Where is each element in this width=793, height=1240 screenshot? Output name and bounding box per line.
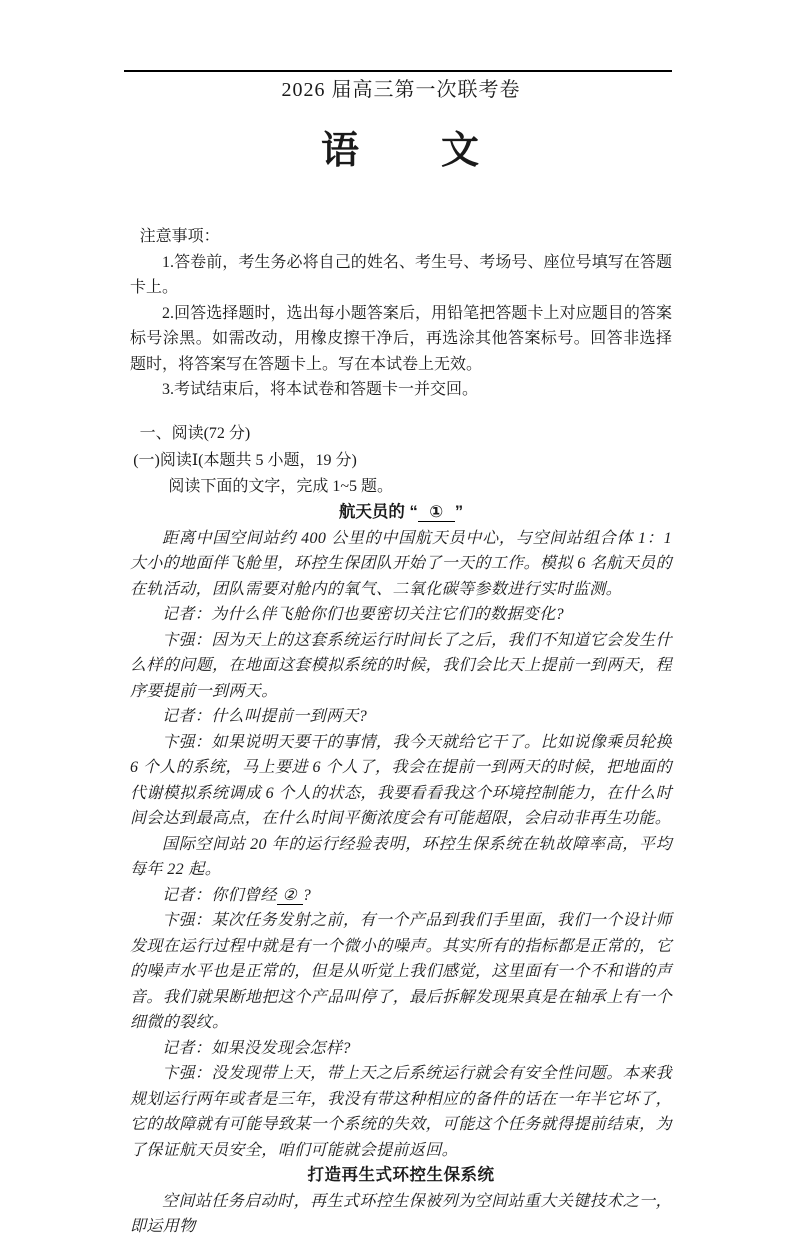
- reading-section: [130, 421, 672, 1240]
- notice-item-3: 3.考试结束后，将本试卷和答题卡一并交回。: [162, 381, 479, 398]
- passage-paragraph-2: 记者：为什么伴飞舱你们也要密切关注它们的数据变化?: [162, 606, 565, 623]
- header-divider: [124, 70, 672, 72]
- subsection-heading: (一)阅读Ⅰ(本题共 5 小题，19 分): [133, 452, 357, 469]
- passage-paragraph-11: 空间站任务启动时，再生式环控生保被列为空间站重大关键技术之一，即运用物: [130, 1192, 672, 1235]
- passage-paragraph-5: 卞强：如果说明天要干的事情，我今天就给它干了。比如说像乘员轮换 6 个人的系统，马上要进 6 个人了，我会在提前一到两天的时候，把地面的代谢模拟系统调成 6 个人的状态，我要看看我这个环境控制能力，在什么时间会达到最高点，在什么时间平衡浓度会有可能超限，会启动非再生功能。: [130, 733, 673, 827]
- passage-paragraph-8: 卞强：某次任务发射之前，有一个产品到我们手里面，我们一个设计师发现在运行过程中就是有一个微小的噪声。其实所有的指标都是正常的，它的噪声水平也是正常的，但是从听觉上我们感觉，这里面有一个不和谐的声音。我们就果断地把这个产品叫停了，最后拆解发现果真是在轴承上有一个细微的裂纹。: [130, 912, 672, 1031]
- blank-2: ②: [277, 887, 303, 906]
- passage-title-suffix: ”: [454, 503, 464, 521]
- section-heading: 一、阅读(72 分): [139, 424, 251, 442]
- passage-paragraph-10: 卞强：没发现带上天，带上天之后系统运行就会有安全性问题。本来我规划运行两年或者是三年，我没有带这种相应的备件的话在一年半它坏了，它的故障就有可能导致某一个系统的失效，可能这个任务就得提前结束，为了保证航天员安全，咱们可能就会提前返回。: [130, 1065, 672, 1159]
- passage-paragraph-7: [130, 883, 672, 909]
- passage-paragraph-1: 距离中国空间站约 400 公里的中国航天员中心，与空间站组合体 1：1 大小的地面伴飞舱里，环控生保团队开始了一天的工作。模拟 6 名航天员的在轨活动，团队需要对舱内的氧气、二氧化碳等参数进行实时监测。: [130, 529, 673, 598]
- passage: [130, 500, 672, 1240]
- passage-paragraph-4: 记者：什么叫提前一到两天?: [162, 708, 368, 725]
- exam-title: 2026 届高三第一次联考卷: [281, 79, 521, 101]
- notice-item-1: 1.答卷前，考生务必将自己的姓名、考生号、考场号、座位号填写在答题卡上。: [130, 253, 672, 296]
- reading-instruction: 阅读下面的文字，完成 1~5 题。: [168, 477, 394, 495]
- subject-title: 语 文: [320, 130, 481, 172]
- passage-paragraph-3: 卞强：因为天上的这套系统运行时间长了之后，我们不知道它会发生什么样的问题，在地面这套模拟系统的时候，我们会比天上提前一到两天，程序要提前一到两天。: [130, 631, 672, 700]
- passage-title-prefix: 航天员的 “: [338, 503, 418, 521]
- notice-heading: 注意事项：: [139, 228, 220, 245]
- passage-paragraph-6: 国际空间站 20 年的运行经验表明，环控生保系统在轨故障率高，平均每年 22 起。: [130, 835, 672, 878]
- notice-section: [130, 224, 672, 403]
- passage-paragraph-9: 记者：如果没发现会怎样?: [162, 1039, 351, 1057]
- notice-item-2: 2.回答选择题时，选出每小题答案后，用铅笔把答题卡上对应题目的答案标号涂黑。如需改动，用橡皮擦干净后，再选涂其他答案标号。回答非选择题时，将答案写在答题卡上。写在本试卷上无效。: [130, 304, 672, 373]
- paragraph-7-before: 记者：你们曾经: [162, 886, 277, 904]
- passage-title: [130, 500, 672, 526]
- paragraph-7-after: ?: [302, 886, 312, 904]
- passage-subtitle: 打造再生式环控生保系统: [307, 1166, 495, 1184]
- blank-1: ①: [418, 503, 455, 522]
